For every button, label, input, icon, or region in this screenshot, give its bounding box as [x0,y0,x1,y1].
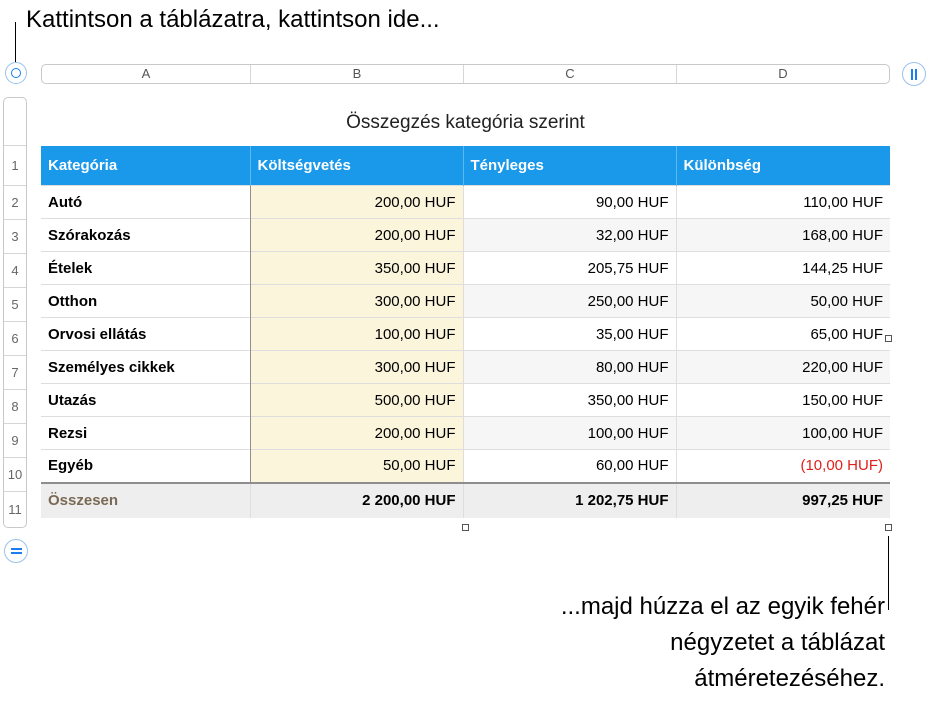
table-row [41,252,890,285]
difference-cell[interactable]: 50,00 HUF [676,285,890,318]
category-cell[interactable]: Ételek [41,252,250,285]
resize-handle-right-icon[interactable] [885,335,892,342]
actual-cell[interactable]: 350,00 HUF [463,384,676,417]
table-row [41,450,890,483]
callout-leader-line [15,22,16,62]
budget-cell[interactable]: 50,00 HUF [250,450,463,483]
table-title: Összegzés kategória szerint [346,112,585,133]
table-row [41,219,890,252]
budget-cell[interactable]: 350,00 HUF [250,252,463,285]
summary-table[interactable] [41,146,890,518]
budget-cell[interactable]: 200,00 HUF [250,186,463,219]
budget-cell[interactable]: 200,00 HUF [250,417,463,450]
actual-cell[interactable]: 90,00 HUF [463,186,676,219]
difference-cell[interactable]: 144,25 HUF [676,252,890,285]
row-number[interactable]: 11 [4,491,26,527]
budget-cell[interactable]: 300,00 HUF [250,285,463,318]
callout-top-text: Kattintson a táblázatra, kattintson ide... [26,6,440,33]
category-cell[interactable]: Otthon [41,285,250,318]
category-cell[interactable]: Autó [41,186,250,219]
total-budget-cell[interactable]: 2 200,00 HUF [250,483,463,518]
column-reference-bar[interactable] [41,64,890,84]
actual-cell[interactable]: 100,00 HUF [463,417,676,450]
callout-leader-line [888,536,889,610]
table-row [41,318,890,351]
table-footer-row [41,483,890,518]
row-reference-bar[interactable] [3,97,27,528]
column-header-d[interactable]: D [778,66,788,81]
actual-cell[interactable]: 205,75 HUF [463,252,676,285]
difference-cell[interactable]: 220,00 HUF [676,351,890,384]
difference-cell[interactable]: 168,00 HUF [676,219,890,252]
total-actual-cell[interactable]: 1 202,75 HUF [463,483,676,518]
actual-cell[interactable]: 35,00 HUF [463,318,676,351]
total-difference-cell[interactable]: 997,25 HUF [676,483,890,518]
row-number[interactable]: 5 [4,287,26,321]
row-number[interactable]: 7 [4,355,26,389]
row-number[interactable]: 6 [4,321,26,355]
header-cell-actual[interactable]: Tényleges [463,146,676,186]
resize-handle-bottom-icon[interactable] [462,524,469,531]
row-number[interactable]: 3 [4,219,26,253]
table-row [41,351,890,384]
header-cell-category[interactable]: Kategória [41,146,250,186]
add-column-handle-icon[interactable] [902,62,926,86]
difference-cell[interactable]: 65,00 HUF [676,318,890,351]
table-header-row [41,146,890,186]
row-number[interactable]: 10 [4,457,26,491]
budget-cell[interactable]: 200,00 HUF [250,219,463,252]
actual-cell[interactable]: 250,00 HUF [463,285,676,318]
category-cell[interactable]: Rezsi [41,417,250,450]
row-number[interactable]: 9 [4,423,26,457]
row-number[interactable]: 8 [4,389,26,423]
table-row [41,285,890,318]
row-number[interactable]: 4 [4,253,26,287]
column-header-c[interactable]: C [464,65,677,83]
table-row [41,186,890,219]
difference-cell[interactable]: 150,00 HUF [676,384,890,417]
table-row [41,384,890,417]
resize-handle-corner-icon[interactable] [885,524,892,531]
budget-cell[interactable]: 100,00 HUF [250,318,463,351]
column-header-a[interactable]: A [42,65,251,83]
difference-cell-negative[interactable]: (10,00 HUF) [676,450,890,483]
row-number[interactable]: 1 [4,145,26,184]
category-cell[interactable]: Szórakozás [41,219,250,252]
callout-bottom-text: ...majd húzza el az egyik fehér négyzetet a táblázat átméretezéséhez. [560,593,885,692]
category-cell[interactable]: Orvosi ellátás [41,318,250,351]
row-number[interactable]: 2 [4,185,26,219]
actual-cell[interactable]: 80,00 HUF [463,351,676,384]
category-cell[interactable]: Utazás [41,384,250,417]
header-cell-difference[interactable]: Különbség [676,146,890,186]
actual-cell[interactable]: 60,00 HUF [463,450,676,483]
header-cell-budget[interactable]: Költségvetés [250,146,463,186]
add-row-handle-icon[interactable] [4,539,28,563]
category-cell[interactable]: Egyéb [41,450,250,483]
budget-cell[interactable]: 500,00 HUF [250,384,463,417]
column-header-b[interactable]: B [251,65,464,83]
category-cell[interactable]: Személyes cikkek [41,351,250,384]
table-row [41,417,890,450]
table-select-icon[interactable] [5,62,27,84]
difference-cell[interactable]: 100,00 HUF [676,417,890,450]
budget-cell[interactable]: 300,00 HUF [250,351,463,384]
total-label-cell[interactable]: Összesen [41,483,250,518]
difference-cell[interactable]: 110,00 HUF [676,186,890,219]
actual-cell[interactable]: 32,00 HUF [463,219,676,252]
